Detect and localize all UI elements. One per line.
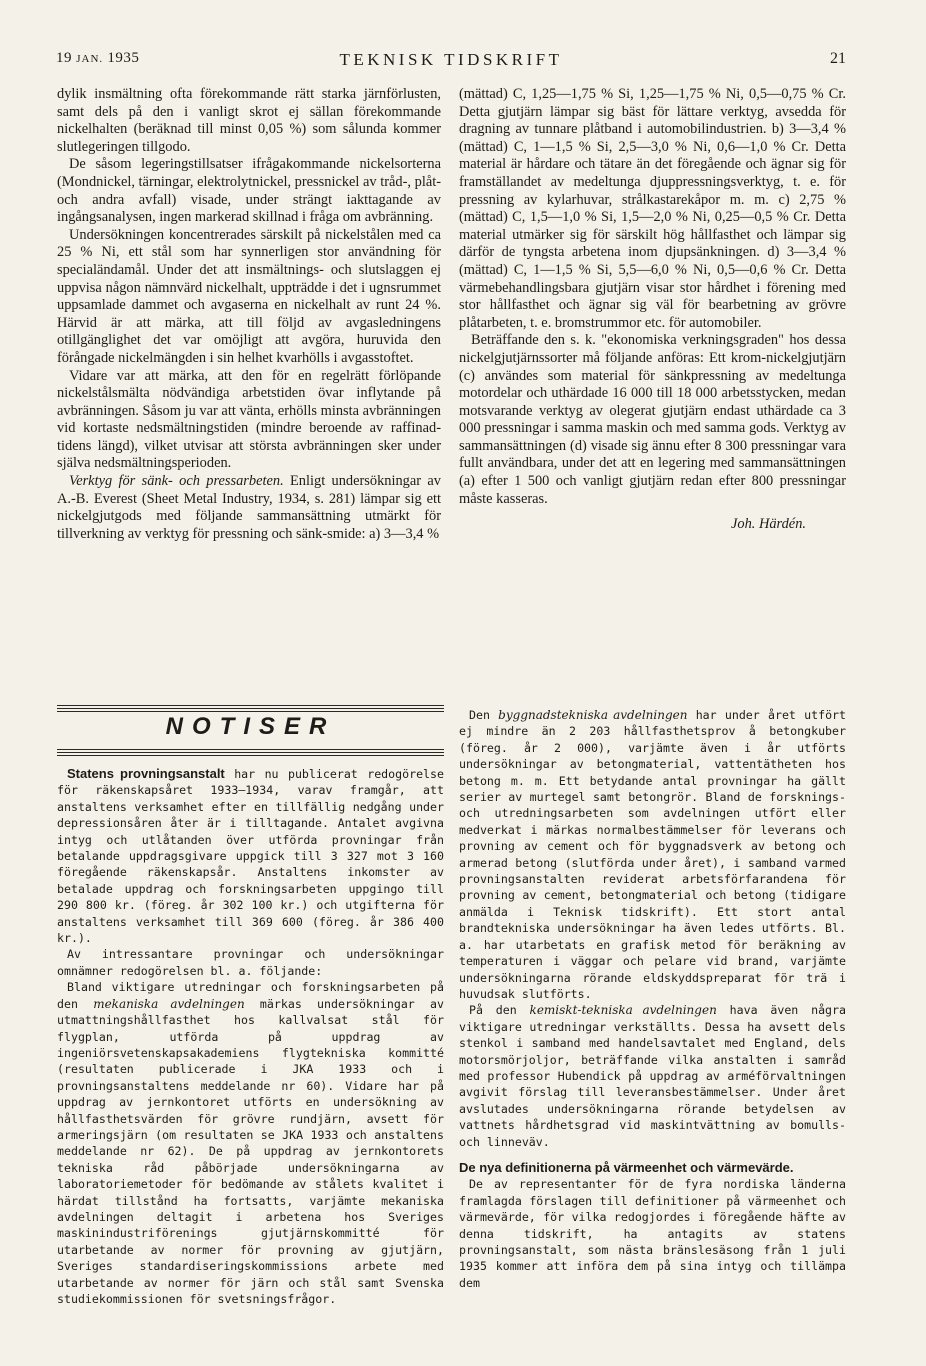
banner-rule xyxy=(57,749,444,750)
section-title: Verktyg för sänk- och pressarbeten. xyxy=(69,473,284,490)
paragraph: Verktyg för sänk- och pressarbeten. Enligt undersökningar av A.-B. Everest (Sheet Metal Industry, 1934, s. 281) lämpar sig ett nickelgjutgods med följande sammansättning utmärkt för tillverkning av verktyg för pressning och sänk-smide: a) 3—3,4 % xyxy=(57,473,441,542)
issue-date: 19 JAN. 1935 xyxy=(56,50,140,66)
banner-rule xyxy=(57,708,444,709)
lead-in: Statens provningsanstalt xyxy=(67,766,225,781)
paragraph: Statens provningsanstalt har nu publicerat redogörelse för räkenskapsåret 1933—1934, varav framgår, att anstaltens verksamhet efter en tillfällig nedgång under depressionsåren åter är i tilltagande. Antalet avgivna intyg och utlåtanden över utförda provningar från betalande uppdragsgivare uppgick till 3 327 mot 3 160 föregående räkenskapsår. Anstaltens inkomster av betalade uppdrag och forskningsarbeten uppgingo till 290 800 kr. (föreg. år 302 100 kr.) och utgifterna för anstaltens verksamhet till 369 600 (föreg. år 386 400 kr.). xyxy=(57,766,444,946)
banner-rule xyxy=(57,755,444,756)
paragraph: (mättad) C, 1,25—1,75 % Si, 1,25—1,75 % Ni, 0,5—0,75 % Cr. Detta gjutjärn lämpar sig bäst för lättare verktyg, avsedda för dragning av tunnare plåtband i automobilindustrien. b) 3—3,4 % (mättad) C, 1—1,5 % Si, 2,5—3,0 % Ni, 0,6—1,0 % Cr. Detta material är hårdare och tätare än det föregående och ägnar sig för framställandet av medeltunga djuppressningsverktyg, t. e. för pressning av kylarhuvar, strålkastarekåpor m. m. c) 2,75 % (mättad) C, 1,5—1,0 % Si, 1,5—2,0 % Ni, 0,25—0,5 % Cr. Detta material utmärker sig för särskilt hög hållfasthet och lämpar sig därför de tyngsta arbetena inom djupsänkningen. d) 3—3,4 % (mättad) C, 1—1,5 % Si, 5,5—6,0 % Ni, 0,5—0,6 % Cr. Detta värmebehandlingsbara gjutjärn visar stor hårdhet i förening med stor hållfasthet och ägnar sig väl för bearbetning av grövre plåtarbeten, t. e. bromstrummor etc. för automobiler. xyxy=(459,86,846,331)
paragraph: Undersökningen koncentrerades särskilt på nickelstålen med ca 25 % Ni, ett stål som har synnerligen stor användning för specialändamål. Under det att insmältnings- och slutslaggen ej uppvisa någon nämnvärd nickelhalt, uppträdde i det i ugnsrummet uppsamlade dammet och avgaserna en nickelhalt av runt 24 %. Härvid är att märka, att till följd av avgasledningens otillgänglighet det var omöjligt att avgöra, huruvida den förångade nickelmängden i sin helhet kvarhölls i avgasstoftet. xyxy=(57,226,441,366)
banner-rule xyxy=(57,711,444,712)
paragraph: Vidare var att märka, att den för en regelrätt förlöpande nickelstålsmälta nödvändiga arbetstiden övar inflytande på avbränningen. Såsom ju var att vänta, erhölls minsta avbränningen vid kortaste nedsmältningstiden (mindre beroende av raffinad-tidens längd), vilket utvisar att största avbränningen sker under själva nedsmältningsperioden. xyxy=(57,367,441,472)
journal-title: TEKNISK TIDSKRIFT xyxy=(339,50,563,69)
notice-subheading: De nya definitionerna på värmeenhet och värmevärde. xyxy=(459,1159,794,1175)
notiser-column-left xyxy=(57,766,444,1307)
paragraph: De såsom legeringstillsatser ifrågakommande nickelsorterna (Mondnickel, tärningar, elektrolytnickel, pressnickel av tråd-, plåt- och andra avfall) visade, under strängt iakttagande av ingångsanalysen, ingen markerad skillnad i fråga om avbränning. xyxy=(57,156,441,226)
article-column-right xyxy=(459,86,846,534)
paragraph: Av intressantare provningar och undersökningar omnämner redogörelsen bl. a. följande: xyxy=(57,947,444,978)
paragraph: Beträffande den s. k. "ekonomiska verkningsgraden" hos dessa nickelgjutjärnssorter må följande anföras: Ett krom-nickelgjutjärn (c) användes som material för sänkpressning av medeltunga motordelar och uthärdade 16 000 till 18 000 arbetsstycken, medan motsvarande verktyg av olegerat gjutjärn endast uthärdade ca 3 000 pressningar i samma maskin och med samma gods. Verktyg av sammansättningen (d) visade sig ännu efter 8 300 pressningar vara fullt användbara, under det att en legering med sammansättningen (a) efter 1 500 och vanligt gjutjärn redan efter 800 pressningar måste kasseras. xyxy=(459,332,846,507)
paragraph: Bland viktigare utredningar och forskningsarbeten på den mekaniska avdelningen märkas undersökningar av utmattningshållfasthet hos kallvalsat stål för flygplan, utförda på uppdrag av ingeniörsvetenskapsakademiens flygtekniska kommitté (resultaten publicerade i JKA 1933 och i provningsanstaltens meddelande nr 60). Vidare har på uppdrag av jernkontoret utförts en undersökning av hållfasthetsvärden för grövre rundjärn, avsett för armeringsjärn (om resultaten se JKA 1933 och anstaltens meddelande nr 62). De på uppdrag av jernkontorets tekniska råd påbörjade undersökningarna av laboratoriemetoder för bedömande av stålets kvalitet i härdat tillstånd ha fortsatts, varjämte mekaniska avdelningen deltagit i arbetena hos Sveriges maskinindustriförenings gjutjärnskommitté för utarbetande av normer för provning av gjutjärn, Sveriges standardiseringskommissions arbete med utarbetande av normer för järn och stål samt Svenska studiekommissionen för svetsningsfrågor. xyxy=(57,980,444,1306)
paragraph: På den kemiskt-tekniska avdelningen hava även några viktigare utredningar verkställts. Dessa ha avsett dels stenkol i samband med handelsavtalet med England, dels motorsmörjoljor, beträffande vilka anstalten i samråd med professor Hubendick på uppdrag av arméförvaltningen avgivit förslag till leveransbestämmelser. Under året avslutades undersökningarna rörande betydelsen av vattnets hårdhetsgrad vid maskintvättning av bomulls- och linneväv. xyxy=(459,1003,847,1149)
article-column-left xyxy=(57,86,441,543)
notiser-column-right xyxy=(459,707,846,1291)
notiser-banner xyxy=(57,705,444,757)
section-heading: NOTISER xyxy=(165,713,336,740)
paragraph: De av representanter för de fyra nordiska länderna framlagda förslagen till definitioner på värmeenhet och värmevärde, för vilka redogjordes i föregående häfte av denna tidskrift, ha antagits av statens provningsanstalt, som nästa bränslesäsong från 1 juli 1935 kommer att införa dem på sina intyg och tillämpa dem xyxy=(459,1177,846,1290)
banner-rule xyxy=(57,752,444,753)
author-signature: Joh. Härdén. xyxy=(730,516,806,533)
paragraph: Den byggnadstekniska avdelningen har under året utfört ej mindre än 2 203 hållfasthetsprov å betongkuber (föreg. år 2 000), varjämte även i år utförts undersökningar av betongmaterial, vattentätheten hos betong m. m. Ett betydande antal provningar ha gällt serier av murtegel samt betongrör. Bland de forsknings- och utredningsarbeten som avdelningen utfört eller medverkat i märkas normalbestämmelser för leverans och provning av cement och för byggnadsverk av betong och armerad betong (slutförda under året), i samband varmed provningsanstalten reviderat arbetsförfarandena för provning av cement, betongmaterial och betong (tidigare anmälda i Teknisk tidskrift). Ett stort antal brandtekniska undersökningar ha även ledes utförts. Bl. a. har utarbetats en grafisk metod för beräkning av temperaturen i väggar och pelare vid brand, varjämte undersökningarna rörande eldskyddspreparat för trä i huvudsak slutförts. xyxy=(459,708,847,1001)
paragraph: dylik insmältning ofta förekommande rätt starka järnförlusten, samt dels på den i vanligt skrot ej sällan förekommande nickelhalten (beräknad till minst 0,05 %) som sålunda kommer slutlegeringen tillgodo. xyxy=(57,86,441,155)
banner-rule xyxy=(57,705,444,706)
running-header xyxy=(56,50,846,72)
page-number: 21 xyxy=(830,50,846,67)
